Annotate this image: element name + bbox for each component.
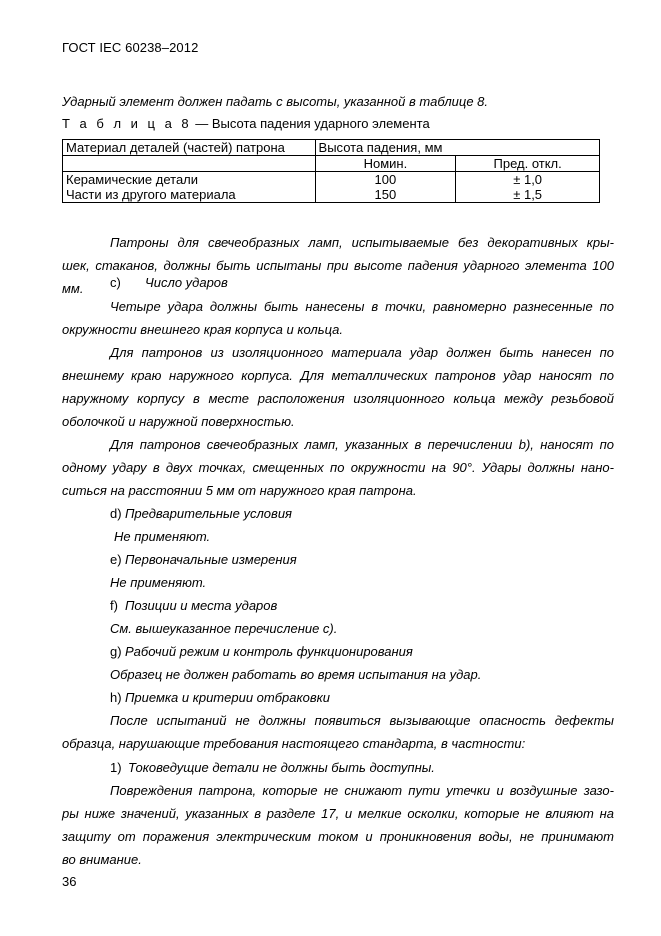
insul-para-line1: Для патронов из изоляционного материала удар должен быть нанесен по — [110, 345, 614, 360]
dmg-para-line3: защиту от поражения электрическим током и проникновения воды, не принимают — [62, 829, 614, 844]
item-g-label: g) — [110, 644, 122, 659]
dmg-para-line2: ры ниже значений, указанных в разделе 17, и мелкие осколки, которые не влияют на — [62, 806, 614, 821]
row-material: Керамические детали — [63, 172, 316, 188]
item-g-text: Образец не должен работать во время испытания на удар. — [110, 667, 482, 682]
candle-para-line2: шек, стаканов, должны быть испытаны при высоте падения ударного элемента 100 — [62, 258, 614, 273]
document-header: ГОСТ IEC 60238–2012 — [62, 40, 199, 55]
insul-para-line4: оболочкой и наружной поверхностью. — [62, 414, 295, 429]
page-number: 36 — [62, 874, 77, 889]
header-nominal: Номин. — [315, 156, 456, 172]
item-d-label: d) — [110, 506, 122, 521]
four-para-line1: Четыре удара должны быть нанесены в точки, равномерно разнесенные по — [110, 299, 614, 314]
four-para-line2: окружности внешнего края корпуса и кольца. — [62, 322, 344, 337]
intro-text: Ударный элемент должен падать с высоты, указанной в таблице 8. — [62, 94, 489, 109]
item-c-label: c) — [110, 275, 121, 290]
after-para-line2: образца, нарушающие требования настоящего стандарта, в частности: — [62, 736, 526, 751]
item-f-text: См. вышеуказанное перечисление c). — [110, 621, 338, 636]
header-material: Материал деталей (частей) патрона — [63, 140, 316, 156]
table-row — [63, 172, 600, 188]
table-row — [63, 187, 600, 203]
candle-para-line1: Патроны для свечеобразных ламп, испытываемые без декоративных кры- — [110, 235, 614, 250]
table-title — [62, 116, 430, 131]
item-f-label: f) — [110, 598, 118, 613]
item-1-text: Токоведущие детали не должны быть доступны. — [128, 760, 435, 775]
item-d-text: Не применяют. — [114, 529, 211, 544]
row-tolerance: ± 1,5 — [456, 187, 600, 203]
drop-height-table — [62, 139, 600, 203]
table-header-row — [63, 140, 600, 156]
table-subheader-row — [63, 156, 600, 172]
table-title-label: Т а б л и ц а 8 — [62, 116, 192, 131]
after-para-line1: После испытаний не должны появиться вызывающие опасность дефекты — [110, 713, 614, 728]
cand2-para-line2: одному удару в двух точках, смещенных по окружности на 90°. Удары должны нано- — [62, 460, 614, 475]
header-material-empty — [63, 156, 316, 172]
row-nominal: 100 — [315, 172, 456, 188]
table-title-text: — Высота падения ударного элемента — [191, 116, 430, 131]
item-g-title: Рабочий режим и контроль функционирования — [125, 644, 413, 659]
item-h-label: h) — [110, 690, 122, 705]
item-d-title: Предварительные условия — [125, 506, 292, 521]
item-c-title: Число ударов — [145, 275, 228, 290]
dmg-para-line1: Повреждения патрона, которые не снижают пути утечки и воздушные зазо- — [110, 783, 614, 798]
dmg-para-line4: во внимание. — [62, 852, 142, 867]
item-1-label: 1) — [110, 760, 122, 775]
row-nominal: 150 — [315, 187, 456, 203]
item-f-title: Позиции и места ударов — [125, 598, 278, 613]
item-e-label: e) — [110, 552, 122, 567]
insul-para-line2: внешнему краю наружного корпуса. Для металлических патронов удар наносят по — [62, 368, 614, 383]
candle-para-line3: мм. — [62, 281, 84, 296]
cand2-para-line3: ситься на расстоянии 5 мм от наружного края патрона. — [62, 483, 417, 498]
cand2-para-line1: Для патронов свечеобразных ламп, указанных в перечислении b), наносят по — [110, 437, 614, 452]
header-tolerance: Пред. откл. — [456, 156, 600, 172]
header-drop-height: Высота падения, мм — [315, 140, 599, 156]
row-tolerance: ± 1,0 — [456, 172, 600, 188]
insul-para-line3: наружному корпусу в месте расположения изоляционного кольца между резьбовой — [62, 391, 614, 406]
row-material: Части из другого материала — [63, 187, 316, 203]
item-e-text: Не применяют. — [110, 575, 207, 590]
item-h-title: Приемка и критерии отбраковки — [125, 690, 331, 705]
item-e-title: Первоначальные измерения — [125, 552, 297, 567]
